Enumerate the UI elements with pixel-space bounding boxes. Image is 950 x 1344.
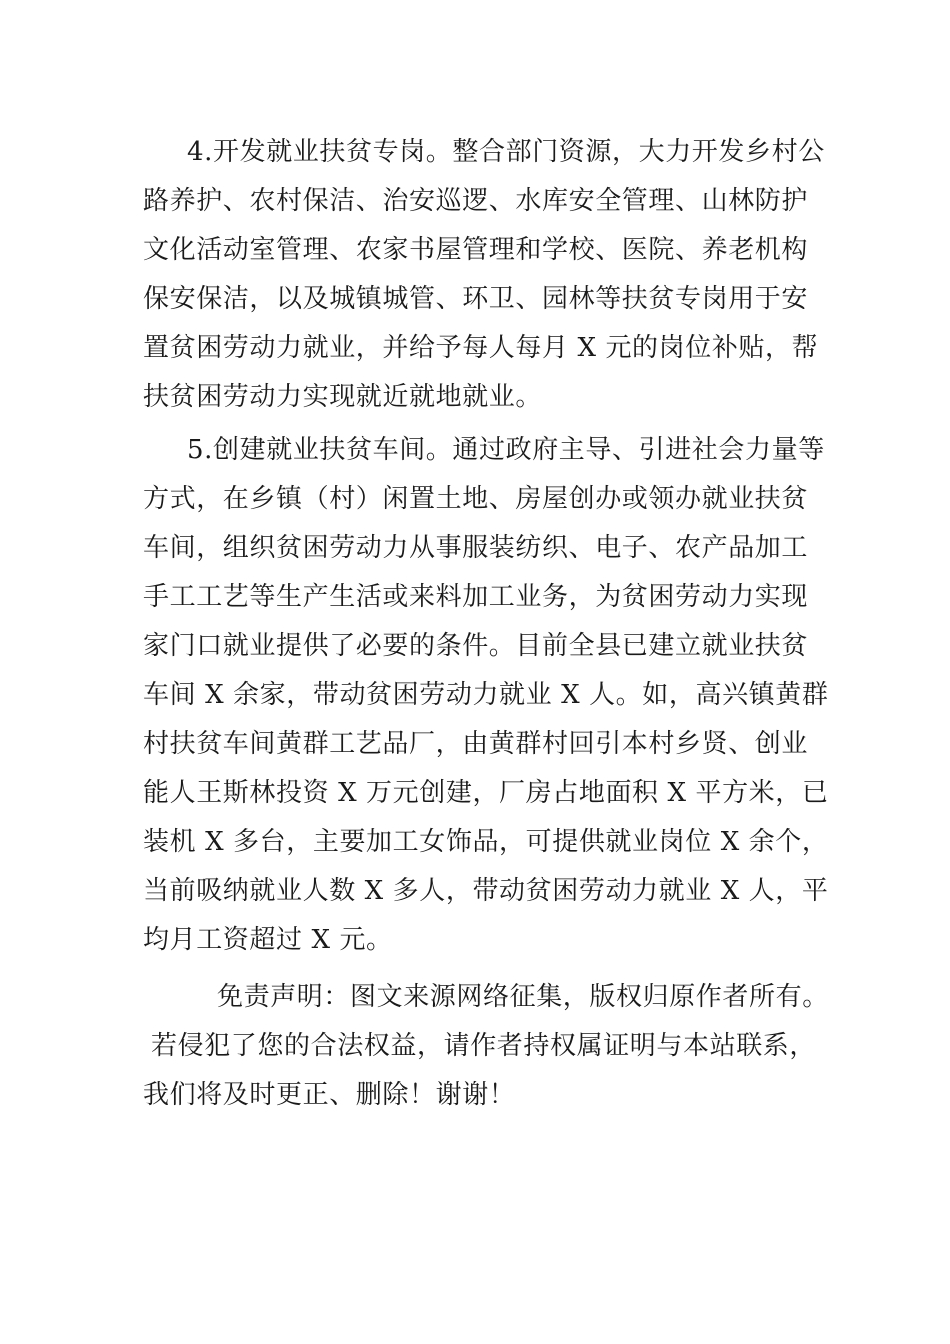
disclaimer-line: 若侵犯了您的合法权益，请作者持权属证明与本站联系， [151,1031,817,1061]
paragraph-line: 路养护、农村保洁、治安巡逻、水库安全管理、山林防护 [143,186,809,216]
paragraph-line: 文化活动室管理、农家书屋管理和学校、医院、养老机构 [143,235,809,265]
paragraph-line: 车间，组织贫困劳动力从事服装纺织、电子、农产品加工 [143,533,809,563]
disclaimer-line: 免责声明：图文来源网络征集，版权归原作者所有。 [217,982,829,1012]
paragraph-line: 扶贫困劳动力实现就近就地就业。 [143,382,543,412]
disclaimer-line: 我们将及时更正、删除！谢谢！ [143,1080,516,1110]
paragraph-line: 车间 X 余家，带动贫困劳动力就业 X 人。如，高兴镇黄群 [143,680,829,710]
paragraph-line: 能人王斯林投资 X 万元创建，厂房占地面积 X 平方米，已 [143,778,829,808]
paragraph-line: 家门口就业提供了必要的条件。目前全县已建立就业扶贫 [143,631,809,661]
paragraph-line: 装机 X 多台，主要加工女饰品，可提供就业岗位 X 余个， [143,827,829,857]
paragraph-line: 置贫困劳动力就业，并给予每人每月 X 元的岗位补贴，帮 [143,333,819,363]
paragraph-line: 手工工艺等生产生活或来料加工业务，为贫困劳动力实现 [143,582,809,612]
paragraph-line: 保安保洁，以及城镇城管、环卫、园林等扶贫专岗用于安 [143,284,809,314]
paragraph-line: 4.开发就业扶贫专岗。整合部门资源，大力开发乡村公 [187,137,825,167]
paragraph-line: 方式，在乡镇（村）闲置土地、房屋创办或领办就业扶贫 [143,484,809,514]
paragraph-line: 村扶贫车间黄群工艺品厂，由黄群村回引本村乡贤、创业 [143,729,809,759]
disclaimer [143,973,829,1120]
paragraph-4-develop-posts [143,128,825,422]
paragraph-line: 当前吸纳就业人数 X 多人，带动贫困劳动力就业 X 人，平 [143,876,829,906]
paragraph-line: 均月工资超过 X 元。 [143,925,393,955]
paragraph-5-workshops [143,426,829,965]
paragraph-line: 5.创建就业扶贫车间。通过政府主导、引进社会力量等 [187,435,825,465]
